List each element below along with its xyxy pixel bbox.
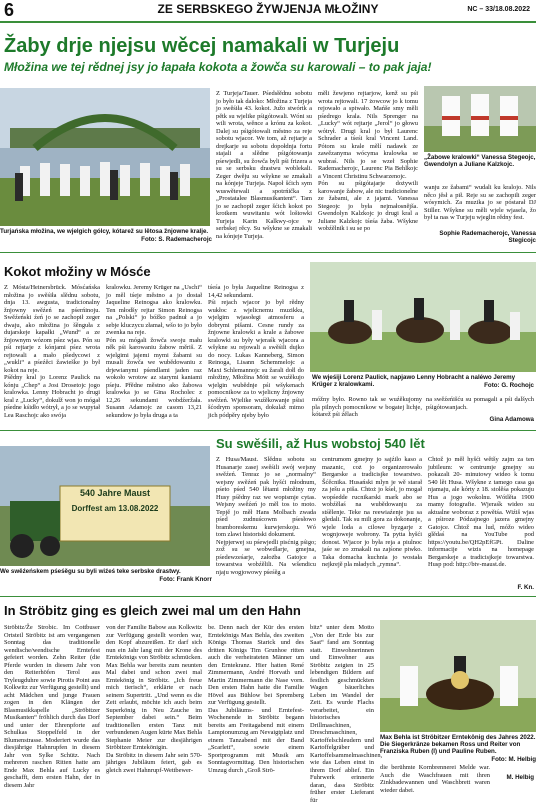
- article3-photo-credit: Foto: Frank Knorr: [159, 576, 212, 583]
- banner-line-2: Dorffest am 13.08.2022: [71, 504, 159, 513]
- frog-queens-photo: [424, 86, 536, 152]
- header-rule: [0, 21, 536, 23]
- article3-column-1: Z Husa/Maust. Slědnu sobotu su Husanarje zasej swěśili swój wejsny swěźeń. Tenraz jo se „normalny“ wejsny swěźeń pak hyšći młodnum, pśeto pśed 540 lětami młožiny my Husy pśědny raz we wopismje cytas. Wejsny swěźeń jo měl tos to moto. Tepjě jo měł Hans Molbach zwada pśed zudnuścowm pśesłowo bramboreskemu kurwjerskoju. Wó tom zlawi historiski dokument. Nejpjerwej su pśewjedli pisćnig pśigo; zož su se wobwdlarje, gmejna, pśedewześarje, założba Gatojce a towarstwa wobźělili. Na wšendicu njaju wogjowowy pśeśěg a: [216, 456, 316, 576]
- article2-column-1: Z Mósta/Heinersbrück. Mósćańska młožina jo swěśiła slědnu sobotu, dnja 13. awgusta, tradicionalny žnjowny swěźeń na pśerńinoju. Swěźeński źeń jo se zachopił zeger dwaju, ako młožina jo šěnguła z dujarskeje kapałki „Wund“ a ze žnjownym wózom pśez wjas. Pón su pśi rejtarje z kónjami pśez wrota rejtowali a mało pšedycowi z „wukli“ a pśeźěci žawieške jo był kokot na reje. Pśědny kral jo Lorenz Paulick na kónju „Chep“ a Josi Drosetojc jogo kralowka. Lenny Hobracht jo drugi kral z „Lucky“, dokulž won jo mógał pśedne kśidło wótrył, a jo se wupytał Lea Raschojc ako swója: [4, 284, 100, 419]
- article3-photo-caption: We swěźeńskem pśeśěgu su byli wiźeś teke serbske drastwy.: [0, 568, 181, 575]
- article3-headline: Su swěśili, až Hus wobstoj 540 lět: [216, 436, 425, 451]
- article3-column-2: centrumom gmejny jo sajźilo kaso a mazanic, coż jo organizerowało Bergarske a tradicisjke towarstwo. Šćěcnika. Husański mlyn je wě starał za ješu a piša. Chtoż jo kśeł, jo mogał wopśedde rucnikarski mark abo se wobźělaś na wubědowanju za stśělenje. Teke na reewiaźenje jsu sa gledali. Tak su mili gora za dokonanje, wjele loda a cilowe byzgarje z wognjoweje wobrony. Ta pytta hyšći donost. Wjacor jo była reja a piulnoc jaśe se zo zmakali na zajśone piwko. Taka domacha kuchnia jo wostała nejkrejě pla mładych „rymna“.: [322, 456, 422, 568]
- issue-number: NC – 33/18.08.2022: [467, 6, 530, 13]
- article2-photo-caption: We wjeśiji Lorenz Paulick, napjawo Lenny Hobracht a naléwo Jeremy Krüger z kralowkami.: [312, 374, 516, 389]
- article4-column-1: Ströbitz/Že Strobic. Im Cottbuser Ortsteil Ströbitz ist am vergangenen Sonntag das traditionelle wendische/wendische Erntefest gefeiert worden. Zehn Reiter (die Pferde wurden in diesem Jahr von den Reiterhöfen Terol aus Tryleugduhre sowie Pirotis Point aus Kolkwitz zur Verfügung gestellt) und acht Mädchen und junge Frauen zogen in den Klängen der Blasmusikkapelle „Ströbitzer Musikanten“ fröhlich durch das Dorf und unter der Ehrenpforte auf Schulkas Stoppelfeld in der Blumenstrasse. Moderiert wurde das diesjährige Hahnrupfen in diesem Jahr von Sylke Schütz. Nach mehreren raschen Ritten hatte am Ende Max Behla auf Lucky es geschafft, dem ersten Hahn, der in diesem Jahr: [4, 624, 100, 789]
- village-festival-photo: [0, 88, 210, 226]
- article1-photo-credit: Foto: S. Rademacherojc: [141, 236, 212, 243]
- riders-photo: [310, 262, 536, 372]
- article4-column-3: be. Denn nach der Kür des ersten Erntekönigs Max Behla, des zweiten Königs Thomas Starick und des dritten Königs Tim Grunhoe ritten auch die verheirateten Männer um den Erntekranz. Hier hatten René Zimmermann, André Horvath und Martin Zimmermann die Nase vorn. Den ersten Hahn hatte die Familie Hövel aus Bühlow bei Spremberg zur Verfügung gestellt. Das Jubiläums- und Erntefest-Wochenende in Ströbitz begann bereits am Freitagabend mit einem Lampionumzug am Nevaigtplatz und einem Tanzabend mit der Band „Scarlett“, sowie einem Sportprogramm mit Musik am Sonntagvormittag. Den historischen Umzug durch „Groß Strö-: [208, 624, 304, 774]
- article1-side-caption: „Žabowe kralowki“ Vanessa Stegeojc, Gwendolyn a Juliane Kalzkojc.: [424, 154, 536, 169]
- article2-headline: Kokot młožiny w Mósće: [4, 264, 151, 279]
- section-divider: [0, 252, 536, 253]
- article1-headline: Žaby drje njejsu wěcej namakali w Turjeju: [4, 35, 400, 57]
- article2-column-4: móžny było. Rowno tak se wuźěkujomy pla pilnych pomocnikow w bogatej lichje, kótarež pśi źělach: [312, 396, 422, 418]
- article1-photo-caption: Turjańska młožina, we wjelgich gólcy, kótarež su lětosa žnjowne kralje.: [0, 228, 209, 235]
- article1-column-1: Z Turjeja/Tauer. Pśedsłědnu sobotu jo było tak daloko: Młožina z Turjeja jo swěśiła 43. kokot. Južo stwórtk a pětk su wjelike pśigótowali. Wóni su wili wrota, wěnce a krónu za kokot. Dalej su pśigótowali městno za reje sobotu wjacor. We tom, až rejtarje a drejkarje su sobotu dopołdnja fortu stajali a slědne pśigótowanja pśewjedli, su žowča byli pśi frizera a su se serbsku drastwu woblekali. Zeger dwěju su wšykne se zmakali na kónjeje Turjeja. Napoł šćich sym wuswětewali a spotrńička z „Prostatalee Blasmusikantent“. Tam jo se zachopił zeger šćich kokot po krotkem wuwitaniu wót loštowki Turjeja Karin Kalkwy-ojce w serbskej rěcy. Su wšykne se zmakali na kónjeje Turjeja.: [216, 90, 312, 240]
- article1-photo: [0, 88, 210, 226]
- article1-column-2: měli žewjeno rejtarjow, kenž su pśi wrota rejtowali. 17 żowcow jo k tomu rejowało a spiwało. Mańše smy měli pśedrego krala. Nils Sprenger na „Lucky“ wót rejtarje „Jerol“ jo głowu wótrył. Drugi kral jo był Laurenc Schrader a tśeśi kral Vincent Land. Pótom su krale mělí nadawk ze zawězanyma wócyma kralowka se wubraś. Nils jo se wzeł Sophie Rademacherojc, Laurenc Pia Behlkojc a Vincent Christinu Schwarzenojc. Pón su pśigótajarje dożywili karowanje žabow, ale nic tradicionelne ze žabami, ale z jajami. Vanessa Stegeojc jo była nejmałosnějša. Gwendolyn Kalzkojc jo drugi kral a Juliane Kalzkojc tśeśa žaba. Wšykne wobźělnik i su se po: [318, 90, 418, 232]
- article1-subhead: Młožina we tej rědnej jsy jo łapała kokota a žowča su karowali – to pak jaja!: [4, 60, 432, 74]
- page-number: 6: [4, 0, 15, 20]
- article2-column-3: tśeśa jo była Jaqueline Reinogsa z 14,42 sekundami. Pśi rejach wjacor jo był rědny wukłoc z wjelicnemu muzikku, wjelgim wjasołegi atmosferu a dobrymi pišami. Cesne rundy za žnjowne kralowki a krale a žabowe kralowki su były wjeraśk wjacora a wšykne su rejowali a swěśili dujko do nocy. Lukas Kanneberg, Simon Reinoga, Lisann Schemmelojc a Maxi Schlemannojc su žarali dołl do młožiny, Młožina Mótt se wuźěkujo wjelgin wubědnje pśi wšykenach pomocnikow za to wjelicny žnjowny swěźeń. Wjelike wuźěkowanje pśisi šćodrym sponsoram, dokulaž mimo jich pódpěry njeby było: [208, 284, 304, 419]
- article1-author: Sophie Rademacherojc, Vanessa Stegicojc: [439, 230, 536, 245]
- article2-photo-credit: Foto: G. Rochojc: [484, 382, 534, 389]
- section-divider-3: [0, 596, 536, 597]
- article4-photo: [380, 620, 536, 732]
- article2-column-2: kralowku. Jeremy Krüger na „Uschi“ jo měl tśeje městno a jo dostał Jaqueline Reinogsa ako kralowku. Ten młodšy rejtar Simon Reinogsa na „Polski“ jo bóžko padnuł a jo sebje kluczycu złamał, wšo to jo było zwenka na reje. Pón su mógali žowča swoju mału něk pśi karowaniu žabow měriš. Z wjelgimi jajemi mymi žabami su musali žowča we wubědowaniu z drjewianymi pśendlami jaden raz wokoło wrotow az starymi kaniami pśeju. Přědne městno ako žabowa kralowka jo se Gina Rocholec z 12,26 sekundami wobdźeržała. Susann Adamojc ze casom 13,21 sekundow jo była druga a ta: [106, 284, 203, 419]
- article4-photo-credit: Foto: M. Helbig: [491, 756, 536, 763]
- article4-photo-caption: Max Behla ist Ströbitzer Erntekönig des Jahres 2022. Die Siegerkränze bekamen Ross und Reiter von Franziska Ruben (l) und Pauline Ruben.: [380, 734, 536, 756]
- article4-column-4: bitz“ unter dem Motto „Von der Erde bis zur Saat“ fand am Sonntag statt. Einwohnerinnen und Einwohner aus Ströbitz zeigten in 25 lebendigen Bildern auf festlich geschmückten Wagen bäuerliches Leben im Wandel der Zeit. Es wurde Flachs verarbeitet, ein historisches Drillmaschinen, Dreschmaschinen, Kartoffelschleudern und Kartoffelgräber und Kartoffelsammelmaschinen, wie das Leben einst in ihrem Dorf ablief. Ein Fuhrwerk erinnerte daran, dass Ströbitz früher erster Lieferant für: [310, 624, 383, 804]
- newspaper-section-title: ZE SERBSKEGO ŽYWJENJA MŁOŽINY: [157, 2, 379, 16]
- article3-column-3: Chtož jo měł hyšći wětšy zajm za ten jubileum: w centrumje gmejny su pokazali 20- minutowy wideo k tomu 540 lět Husa. Wšykne z tamego casa ga njamaju, ale kórty z 18. stolěśa pokazuju Hus a jogo wokolnu. Wótlěta 1900 mamy fotografie. Wjeraśk wideo su aktualne woboraz z powětśa. Wiźiš wjas a pśiroze Pódzajnego jazera gmejny Gatojce. Chtož ma lud, móžo wideo glědaś na YouTube pod https://youtu.be/QH2pEfGPt. Daline informacije wizis na homepage Bergarskeje a tradicisjkeje towarstwa. Husp pod: http://btv-maust.de.: [428, 456, 534, 568]
- article4-column-2: von der Familie Babow aus Kolkwitz zur Verfügung gestellt worden war, den Kopf abzureißen. Er darf sich nun ein Jahr lang mit der Krone des Erntekönigs von Ströbitz schmücken. Max Behla war bereits zum neunten Mal dabei und schon zwei mal Erntekönig in Ströbitz. „Ich freue mich tierisch“, erklärte er nach seinem Supertritt. „Und wenn es die Zeit erlaubt, möchte ich auch beim Superkönig in Neu Zauche im September dabei sein.“ Beim traditionellen ersten Tanz mit verbundenen Augen kürte Max Behla Stephanie Meier zur diesjährigen Ströbitzer Erntekönigin. Da Ströbitz in diesem Jahr sein 570-jähriges Jubiläum feiert, gab es gleich zwei Hahnrupf-Wettbewer-: [106, 624, 202, 774]
- banner-line-1: 540 Jahre Maust: [79, 488, 151, 498]
- article1-column-3: wanju ze žabami“ wudali ku kralojo. Nils něco jěsł a pił. Reje su se zachopili zeger wósymich. Za muzika jo se póstarał DJ Stiller. Wšykne su měli wjele wjasela, žo był ta nas w Turjeju wjeglin rědny fest.: [424, 184, 536, 221]
- article2-photo: [310, 262, 536, 372]
- article2-author: Gina Adamowa: [489, 416, 534, 423]
- article4-column-5: die berühmte Kornbrennerei Melde war. Auch die Waschfrauen mit ihren Zinkbadewannen und Waschbrett waren wieder dabei.: [380, 764, 490, 794]
- article3-author: F. Kn.: [517, 584, 534, 591]
- page-header: [0, 0, 536, 22]
- harvest-king-photo: [380, 620, 536, 732]
- article4-author: M. Helbig: [506, 774, 534, 781]
- article4-headline: In Ströbitz ging es gleich zwei mal um den Hahn: [4, 603, 301, 618]
- section-divider-2: [0, 430, 536, 431]
- article1-side-photo: [424, 86, 536, 152]
- article2-column-5: na swěźeńišću su pomagali a pśi dalšych pśigótowanjach.: [426, 396, 534, 411]
